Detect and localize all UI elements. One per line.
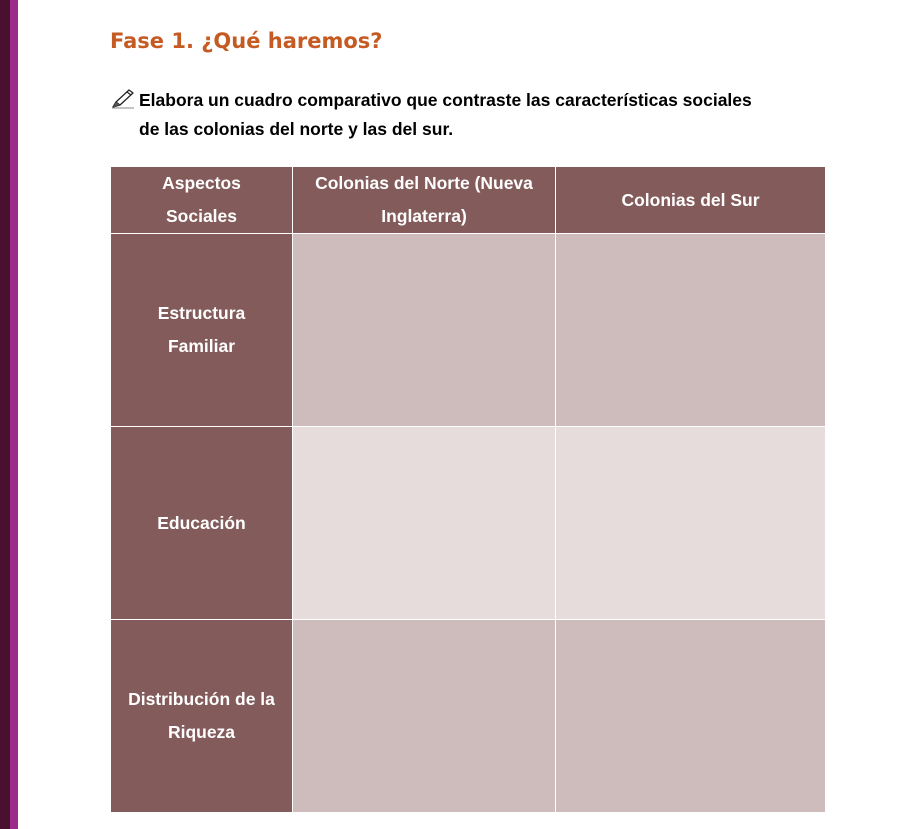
row-label-estructura-familiar: Estructura Familiar	[111, 234, 293, 427]
cell-sur-educacion[interactable]	[556, 427, 826, 620]
cell-sur-riqueza[interactable]	[556, 620, 826, 813]
cell-norte-riqueza[interactable]	[293, 620, 556, 813]
cell-norte-estructura[interactable]	[293, 234, 556, 427]
left-border-accent	[10, 0, 18, 829]
cell-norte-educacion[interactable]	[293, 427, 556, 620]
table-row	[111, 620, 826, 813]
table-header-row	[111, 167, 826, 234]
header-colonias-sur: Colonias del Sur	[556, 167, 826, 234]
left-border-dark	[0, 0, 10, 829]
row-label-distribucion-riqueza: Distribución de la Riqueza	[111, 620, 293, 813]
row-label-educacion: Educación	[111, 427, 293, 620]
instruction-text	[110, 86, 830, 144]
table-row	[111, 234, 826, 427]
pencil-icon	[110, 88, 136, 110]
comparison-table	[110, 166, 826, 813]
instruction-line-2: de las colonias del norte y las del sur.	[139, 119, 454, 139]
table-row	[111, 427, 826, 620]
header-colonias-norte: Colonias del Norte (Nueva Inglaterra)	[293, 167, 556, 234]
instruction-line-1	[110, 86, 830, 115]
cell-sur-estructura[interactable]	[556, 234, 826, 427]
page-title: Fase 1. ¿Qué haremos?	[110, 29, 383, 53]
instruction-line-1-text: Elabora un cuadro comparativo que contraste las características sociales	[139, 90, 752, 110]
header-aspectos-sociales: Aspectos Sociales	[111, 167, 293, 234]
